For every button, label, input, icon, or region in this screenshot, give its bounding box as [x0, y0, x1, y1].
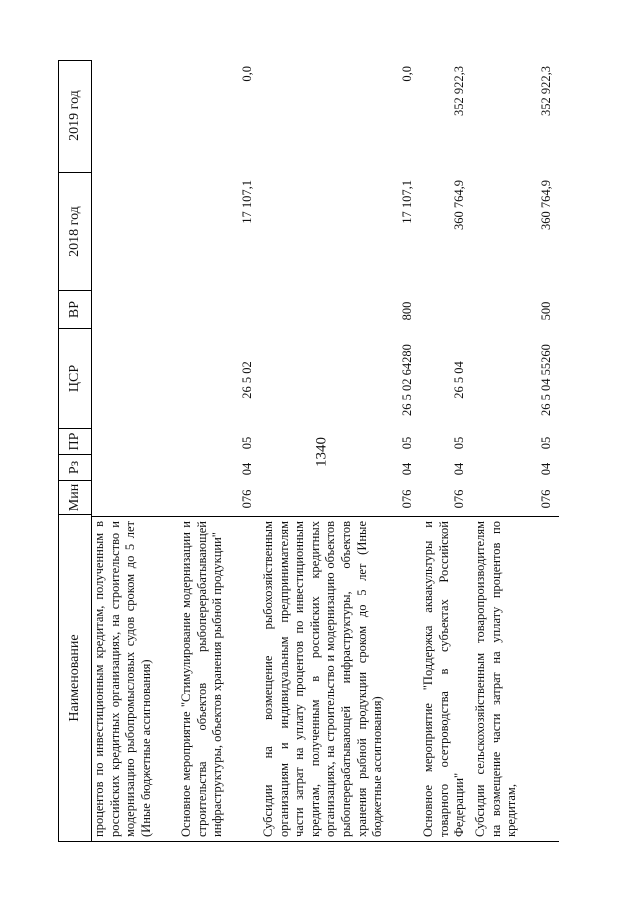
row-csr: 26 5 04 — [452, 361, 467, 399]
header-name: Наименование — [67, 634, 82, 722]
row-vr: 800 — [400, 301, 415, 321]
table-row — [92, 60, 178, 842]
row-2018: 360 764,9 — [452, 180, 467, 230]
row-2018: 17 107,1 — [400, 180, 415, 224]
table-row — [260, 60, 420, 842]
header-2018: 2018 год — [59, 173, 91, 291]
row-pr: 05 — [452, 436, 467, 450]
row-min: 076 — [452, 489, 467, 509]
header-rz: Рз — [59, 455, 91, 481]
row-2019 — [174, 60, 178, 174]
row-2019: 0,0 — [240, 66, 255, 82]
row-2019: 352 922,3 — [539, 66, 554, 116]
table-header — [58, 60, 92, 842]
header-2019: 2019 год — [59, 60, 91, 173]
row-min: 076 — [240, 489, 255, 509]
row-csr: 26 5 02 — [240, 361, 255, 399]
row-2019: 0,0 — [400, 66, 415, 82]
row-rz: 04 — [400, 462, 415, 476]
budget-table — [58, 60, 590, 842]
header-min: Мин — [59, 481, 91, 515]
row-name: Основное мероприятие "Поддержка аквакультуры и товарного осетроводства в субъектах Российской Федерации" — [420, 516, 472, 842]
row-name: Субсидии сельскохозяйственным товаропроизводителям на возмещение части затрат на уплату процентов по кредитам, — [472, 516, 559, 842]
row-vr — [256, 292, 260, 330]
header-csr: ЦСР — [59, 329, 91, 429]
row-min — [174, 482, 178, 516]
row-name: Субсидии на возмещение рыбохозяйственным организациям и индивидуальным предпринимателям части затрат на уплату процентов по инвестиционным кредитам, полученным в российских кредитных организациях, на строительство и модернизацию объектов рыбоперерабатывающей инфраструктуры, объектов хранения рыбной продукции сроком до 5 лет (Иные бюджетные ассигнования) — [260, 516, 420, 842]
row-vr — [174, 292, 178, 330]
row-rz: 04 — [452, 462, 467, 476]
row-2019: 352 922,3 — [452, 66, 467, 116]
row-vr: 500 — [539, 301, 554, 321]
row-rz — [174, 456, 178, 482]
row-csr — [174, 330, 178, 430]
table-row — [178, 60, 260, 842]
row-pr: 05 — [240, 436, 255, 450]
row-name: Основное мероприятие "Стимулирование модернизации и строительства объектов рыбоперерабатывающей инфраструктуры, объектов хранения рыбной продукции" — [178, 516, 260, 842]
table-row — [472, 60, 559, 842]
row-rz: 04 — [539, 462, 554, 476]
row-2018 — [174, 174, 178, 292]
row-csr: 26 5 02 64280 — [400, 344, 415, 416]
row-pr — [174, 430, 178, 456]
row-pr: 05 — [539, 436, 554, 450]
row-2018: 17 107,1 — [240, 180, 255, 224]
row-rz: 04 — [240, 462, 255, 476]
table-viewport — [58, 60, 590, 842]
page-number: 1340 — [313, 437, 330, 467]
row-min: 076 — [539, 489, 554, 509]
row-name: процентов по инвестиционным кредитам, полученным в российских кредитных организациях, на строительство и модернизацию рыбопромысловых судов сроком до 5 лет (Иные бюджетные ассигнования) — [92, 516, 178, 842]
row-csr: 26 5 04 55260 — [539, 344, 554, 416]
table-row — [420, 60, 472, 842]
row-min: 076 — [400, 489, 415, 509]
row-pr: 05 — [400, 436, 415, 450]
header-pr: ПР — [59, 429, 91, 455]
row-vr — [468, 292, 472, 330]
header-vr: ВР — [59, 291, 91, 329]
row-2018: 360 764,9 — [539, 180, 554, 230]
